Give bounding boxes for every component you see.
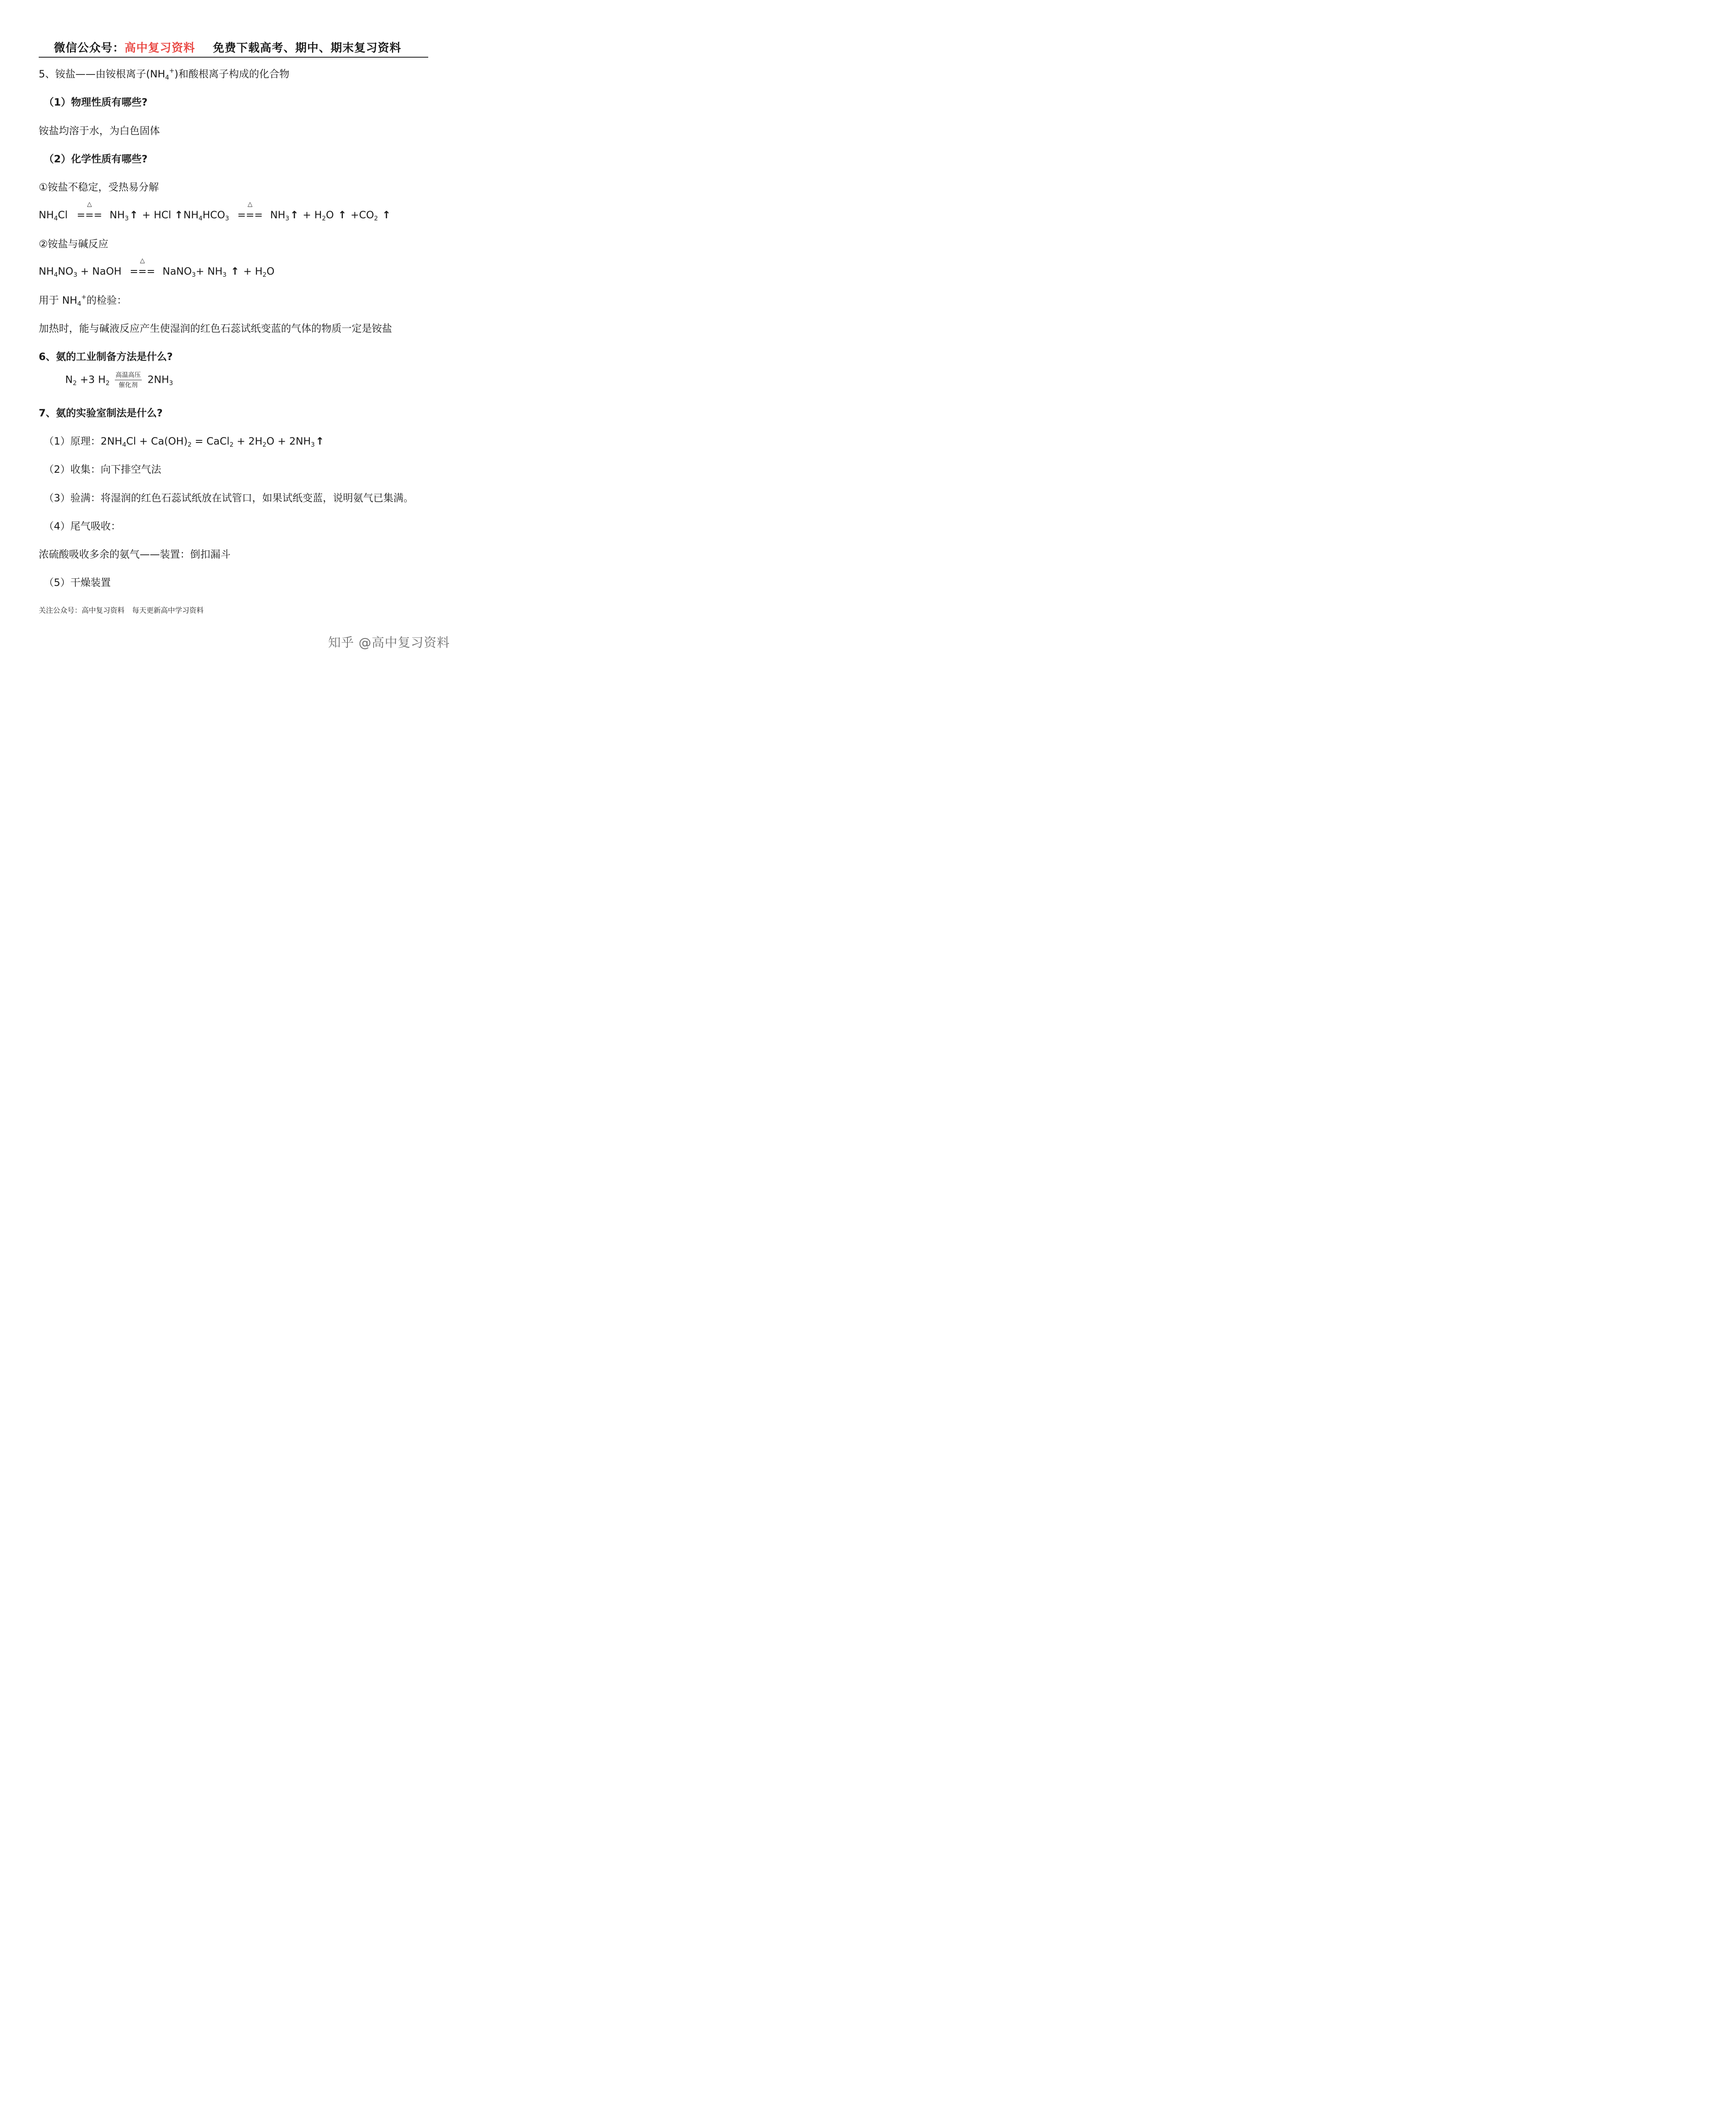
lab-collection: （2）收集：向下排空气法 [44,464,162,475]
gas-arrow-icon: ↑ [338,209,347,221]
ammonium-test-heading: 用于 $NH_4^+$的检验： [39,293,127,308]
gas-arrow-icon: ↑ [231,265,239,277]
gas-arrow-icon: ↑ [174,209,183,221]
reaction-conditions: $\frac{\text{高温高压}}{\text{催化剂}}$ [115,371,141,389]
header-account-name: 高中复习资料 [125,42,195,55]
gas-arrow-icon: ↑ [315,435,324,447]
heat-triangle-icon: △ [87,200,92,208]
point-react-with-base: ②铵盐与碱反应 [39,238,109,250]
gas-arrow-icon: ↑ [382,209,391,221]
footer-update: 每天更新高中学习资料 [132,607,204,615]
lab-drying: （5）干燥装置 [44,577,111,588]
lab-full-check: （3）验满：将湿润的红色石蕊试纸放在试管口，如果试纸变蓝，说明氨气已集满。 [44,492,414,504]
lab-tail-gas: （4）尾气吸收： [44,520,121,532]
heat-triangle-icon: △ [247,200,253,208]
heat-triangle-icon: △ [140,257,145,264]
equation-haber-process: $N_2 +3$ $H_2$ $\frac{\text{高温高压}}{\text{催化剂}}$ $2NH_3$ [65,371,173,389]
header-tagline: 免费下载高考、期中、期末复习资料 [213,42,401,55]
equation-nh4cl-decomposition: $NH_4Cl$ △ === $NH_3↑$ + HCl ↑ [39,200,183,222]
question-chemical-properties: （2）化学性质有哪些? [44,153,148,165]
header-divider [39,57,428,58]
lab-principle: （1）原理：$2NH_4Cl + Ca(OH)_2$ = CaCl$_2$ + $2H_2O$ + $2NH_3↑$ [44,435,324,449]
point-unstable: ①铵盐不稳定，受热易分解 [39,181,159,193]
gas-arrow-icon: ↑ [290,209,299,221]
section5-title: 5、铵盐——由铵根离子$(NH_4^+)$和酸根离子构成的化合物 [39,66,289,82]
question-physical-properties: （1）物理性质有哪些? [44,96,148,108]
footer-follow: 关注公众号：高中复习资料 [39,607,125,615]
page-header [54,39,401,55]
page-footer [39,604,204,615]
equation-nh4no3-naoh: $NH_4NO_3$ + NaOH △ === NaNO$_3$+ $NH_3$ ↑ + $H_2O$ [39,257,275,279]
zhihu-watermark: 知乎 @高中复习资料 [328,636,450,650]
answer-physical-properties: 铵盐均溶于水，为白色固体 [39,125,160,137]
section7-title: 7、氨的实验室制法是什么? [39,407,163,419]
header-prefix: 微信公众号： [54,42,125,55]
gas-arrow-icon: ↑ [129,209,138,221]
ammonium-test-description: 加热时，能与碱液反应产生使湿润的红色石蕊试纸变蓝的气体的物质一定是铵盐 [39,323,392,334]
equation-nh4hco3-decomposition: $NH_4HCO_3$ △ === $NH_3↑ + H_2O$ ↑ $+CO_2$ ↑ [183,200,391,222]
section6-title: 6、氨的工业制备方法是什么? [39,351,173,363]
lab-tail-gas-description: 浓硫酸吸收多余的氨气——装置：倒扣漏斗 [39,548,231,560]
